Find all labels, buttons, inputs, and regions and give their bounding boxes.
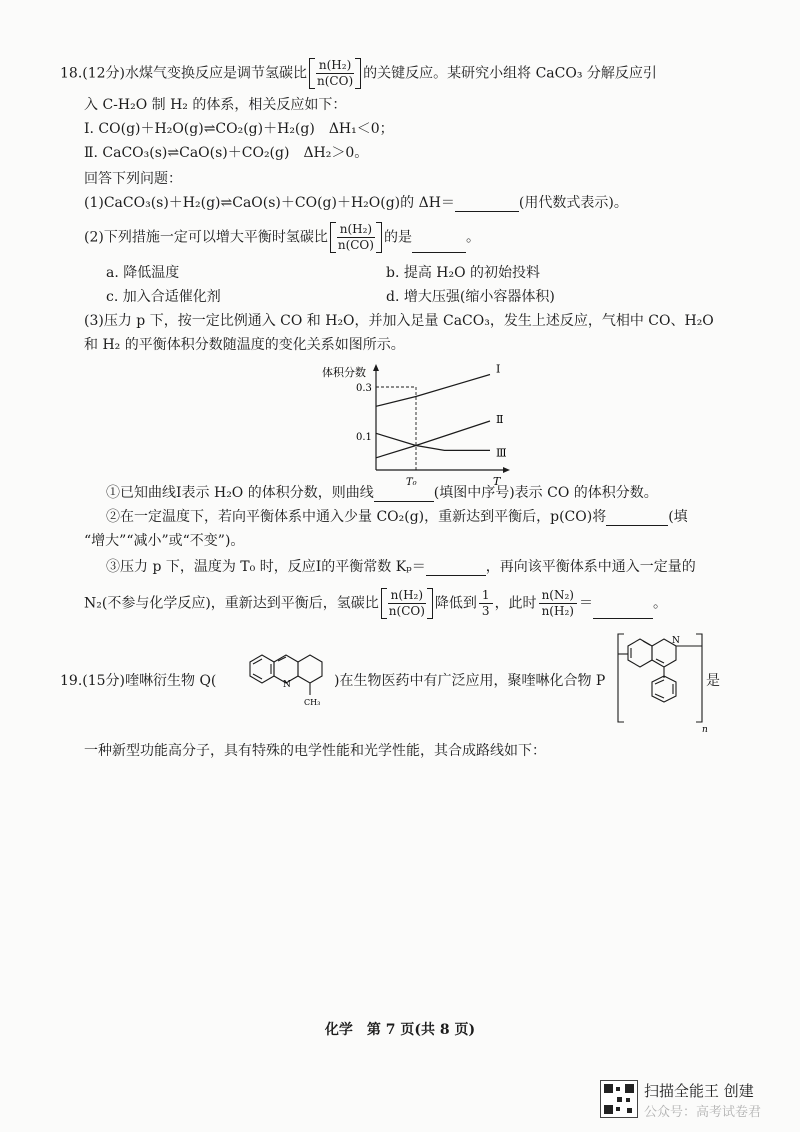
option-b: b. 提高 H₂O 的初始投料 xyxy=(386,265,541,281)
polyquinoline-p-structure xyxy=(612,626,708,736)
series-label-2: Ⅱ xyxy=(496,413,504,426)
option-d: d. 增大压强(缩小容器体积) xyxy=(386,289,555,305)
y-tick-label: 0.3 xyxy=(356,383,372,394)
q18-line1: 18.(12分)水煤气变换反应是调节氢碳比 $\frac{\text{n(H₂)}}{n(CO)}$ 的关键反应。某研究小组将 CaCO₃ 分解反应引 xyxy=(60,58,657,88)
y-tick-label: 0.1 xyxy=(356,432,372,443)
x-axis-arrow xyxy=(503,467,510,473)
q19-line2: 一种新型功能高分子，具有特殊的电学性能和光学性能，其合成路线如下： xyxy=(84,743,546,759)
part-1: (1)CaCO₃(s)＋H₂(g)⇌CaO(s)＋CO(g)＋H₂O(g)的 ΔH＝ (用代数式表示)。 xyxy=(84,195,628,211)
sub-2: ②在一定温度下，若向平衡体系中通入少量 CO₂(g)，重新达到平衡后，p(CO)将 (填 xyxy=(106,509,688,525)
blank-3[interactable] xyxy=(374,487,434,502)
part-3-line1: (3)压力 p 下，按一定比例通入 CO 和 H₂O，并加入足量 CaCO₃，发生上述反应，气相中 CO、H₂O xyxy=(84,313,714,329)
scanner-watermark: 扫描全能王 创建 xyxy=(644,1082,754,1100)
gzh-watermark: 公众号：高考试卷君 xyxy=(644,1105,762,1120)
n2-h2-ratio: $\frac{\text{n(N₂)}}{\text{n(H₂)}}$ xyxy=(539,588,577,619)
sub-2-line2: “增大”“减小”或“不变”)。 xyxy=(84,533,245,549)
series-label-1: Ⅰ xyxy=(496,362,501,376)
x-axis-label: T xyxy=(493,475,501,488)
hc-ratio-bracket: $\frac{\text{n(H₂)}}{n(CO)}$ xyxy=(309,58,361,89)
reaction-2: Ⅱ. CaCO₃(s)⇌CaO(s)＋CO₂(g) ΔH₂＞0。 xyxy=(84,145,369,161)
sub-3: ③压力 p 下，温度为 T₀ 时，反应Ⅰ的平衡常数 Kₚ＝ ，再向该平衡体系中通入一定量的 xyxy=(106,559,696,575)
part-2: (2)下列措施一定可以增大平衡时氢碳比 $\frac{\text{n(H₂)}}{n(CO)}$ 的是 。 xyxy=(84,222,480,252)
ch3-group: CH₃ xyxy=(304,698,321,707)
reaction-1: Ⅰ. CO(g)＋H₂O(g)⇌CO₂(g)＋H₂(g) ΔH₁＜0； xyxy=(84,121,394,137)
blank-1[interactable] xyxy=(455,197,519,212)
one-third: $\frac{1}{3}$ xyxy=(479,588,493,619)
hc-ratio-bracket-2: $\frac{\text{n(H₂)}}{n(CO)}$ xyxy=(330,222,382,253)
blank-2[interactable] xyxy=(412,238,466,253)
option-c: c. 加入合适催化剂 xyxy=(106,289,221,305)
y-axis-arrow xyxy=(373,364,379,371)
option-a: a. 降低温度 xyxy=(106,265,180,281)
p-n-atom: N xyxy=(672,636,680,646)
answer-intro: 回答下列问题： xyxy=(84,171,182,187)
y-axis-label: 体积分数 xyxy=(322,366,366,379)
blank-5[interactable] xyxy=(426,561,486,576)
q18-line2: 入 C-H₂O 制 H₂ 的体系，相关反应如下： xyxy=(84,97,347,113)
volume-fraction-chart xyxy=(320,360,580,490)
series-line-1 xyxy=(376,375,490,407)
series-line-3 xyxy=(376,433,490,450)
quinoline-q-structure xyxy=(234,644,334,710)
sub-3-line2: N₂(不参与化学反应)，重新达到平衡后，氢碳比 $\frac{\text{n(H₂)}}{n(CO)}$ 降低到 $\frac{1}{3}$ ，此时 $\frac{\text{n(N₂)}}{\text{n(H₂)}}$ ＝ 。 xyxy=(84,588,667,618)
qr-code-icon xyxy=(600,1080,638,1118)
q19-suffix: 是 xyxy=(706,673,720,689)
page-footer: 化学 第 7 页(共 8 页) xyxy=(324,1022,476,1038)
q19-mid: )在生物医药中有广泛应用，聚喹啉化合物 P xyxy=(334,673,606,689)
blank-6[interactable] xyxy=(593,604,653,619)
part-3-line2: 和 H₂ 的平衡体积分数随温度的变化关系如图所示。 xyxy=(84,337,405,353)
series-label-3: Ⅲ xyxy=(496,446,507,460)
repeat-n: n xyxy=(702,725,708,735)
x-tick-label: T₀ xyxy=(406,477,417,488)
series-line-2 xyxy=(376,421,490,458)
q19-prefix: 19.(15分)喹啉衍生物 Q( xyxy=(60,673,217,689)
n-atom: N xyxy=(283,680,291,690)
blank-4[interactable] xyxy=(606,511,668,526)
sub-1: ①已知曲线Ⅰ表示 H₂O 的体积分数，则曲线 (填图中序号)表示 CO 的体积分数。 xyxy=(106,485,658,501)
hc-ratio-bracket-3: $\frac{\text{n(H₂)}}{n(CO)}$ xyxy=(381,588,433,619)
